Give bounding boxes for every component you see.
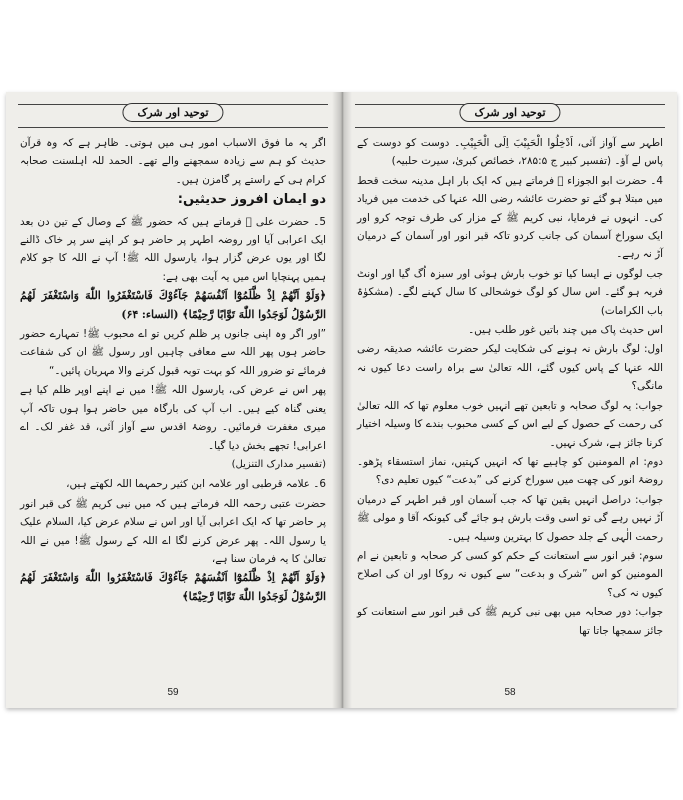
right-page bbox=[343, 92, 677, 708]
left-quranic-verse: ﴿وَلَوْ اَنَّهُمْ اِذْ ظَّلَمُوْٓا اَنْفُسَهُمْ جَآءُوْكَ فَاسْتَغْفَرُوا اللّٰهَ وَاسْتَغْفَرَ لَهُمُ الرَّسُوْلُ لَوَجَدُوا اللّٰهَ تَوَّابًا رَّحِيْمًا﴾ bbox=[20, 571, 326, 603]
right-paragraph: جواب: دراصل انہیں یقین تھا کہ جب آسمان اور قبر اطہر کے درمیان آڑ نہیں رہے گی تو اسی وقت بارش ہو جائے گی کیونکہ آقا و مولی ﷺ رحمت الٰہی کے جلد حصول کا بہترین وسیلہ ہیں۔ bbox=[357, 493, 663, 543]
right-paragraph: جب لوگوں نے ایسا کیا تو خوب بارش ہوئی اور سبزہ اُگ گیا اور اونٹ فربہ ہو گئے۔ اس سال کو لوگ خوشحالی کا سال کہنے لگے۔ (مشکوٰۃ باب الکرامات) bbox=[357, 267, 663, 317]
left-paragraph: پھر اس نے عرض کی، یارسول اللہ ﷺ! میں نے اپنے اوپر ظلم کیا ہے یعنی گناہ کیے ہیں۔ اب آپ کی بارگاہ میں حاضر ہوا ہوں تاکہ آپ میری مغفرت فرمائیں۔ روضۂ اقدس سے آواز آئی، قد غفر لک۔ اے اعرابی! تجھے بخش دیا گیا۔ bbox=[20, 384, 326, 452]
right-paragraph: دوم: ام المومنین کو چاہیے تھا کہ انہیں کہتیں، نماز استسقاء پڑھو۔ روضۂ انور کی چھت میں سوراخ کرنے کی ”بدعت“ کیوں تعلیم دی؟ bbox=[357, 455, 663, 487]
right-running-title: توحید اور شرک bbox=[459, 103, 560, 122]
open-book bbox=[6, 92, 677, 708]
left-page-header bbox=[18, 104, 328, 128]
right-paragraph: سوم: قبر انور سے استعانت کے حکم کو کسی کر صحابہ و تابعین نے ام المومنین کو اس ”شرک و بدعت“ سے کیوں نہ روکا اور ان کی اصلاح کیوں نہ کی؟ bbox=[357, 549, 663, 599]
book-spine-gutter bbox=[332, 92, 352, 708]
left-paragraph: حضرت عتبی رحمہ اللہ فرماتے ہیں کہ میں نبی کریم ﷺ کی قبر انور پر حاضر تھا کہ ایک اعرابی آیا اور اس نے سلام عرض کیا، السلام علیک یا رسول اللہ۔ پھر عرض کرنے لگا اے اللہ کے رسول ﷺ! میں نے اللہ تعالیٰ کا یہ فرمان سنا ہے، bbox=[20, 497, 326, 565]
right-page-number: 58 bbox=[504, 687, 516, 698]
left-quranic-verse: ﴿وَلَوْ اَنَّهُمْ اِذْ ظَّلَمُوْٓا اَنْفُسَهُمْ جَآءُوْكَ فَاسْتَغْفَرُوا اللّٰهَ وَاسْتَغْفَرَ لَهُمُ الرَّسُوْلُ لَوَجَدُوا اللّٰهَ تَوَّابًا رَّحِيْمًا﴾ (النساء: ۶۴) bbox=[20, 289, 326, 321]
right-paragraph: اول: لوگ بارش نہ ہونے کی شکایت لیکر حضرت عائشہ صدیقہ رضی اللہ عنہا کے پاس کیوں گئے، اللہ تعالیٰ سے براہ راست دعا کیوں نہ مانگی؟ bbox=[357, 343, 663, 393]
left-section-heading: دو ایمان افروز حدیثیں: bbox=[177, 192, 326, 208]
right-paragraph: 4۔ حضرت ابو الجوزاء ﷜ فرماتے ہیں کہ ایک بار اہل مدینہ سخت قحط میں مبتلا ہو گئے تو حضرت عائشہ رضی اللہ عنہا کی خدمت میں فریاد کی۔ انہوں نے فرمایا، نبی کریم ﷺ کے مزار کی طرف توجہ کرو اور ایک سوراخ آسمان کی جانب کردو تاکہ قبر انور اور آسمان کے درمیان آڑ نہ رہے۔ bbox=[357, 174, 663, 261]
left-reference: (تفسیر مدارک التنزیل) bbox=[231, 458, 326, 470]
right-paragraph: جواب: یہ لوگ صحابہ و تابعین تھے انہیں خوب معلوم تھا کہ اللہ تعالیٰ کی رحمت کے حصول کے لیے اس کے کسی محبوب بندے کا وسیلہ اختیار کرنا جائز ہے، شرک نہیں۔ bbox=[357, 399, 663, 449]
right-paragraph: اطہر سے آواز آئی، اَدْخِلُوا الْحَبِيْبَ اِلَى الْحَبِيْبِ۔ دوست کو دوست کے پاس لے آؤ۔ (تفسیر کبیر ج ۲۸۵:۵، خصائص کبریٰ، سیرت حلبیہ) bbox=[357, 137, 663, 168]
left-paragraph: 5۔ حضرت علی ﷜ فرماتے ہیں کہ حضور ﷺ کے وصال کے تین دن بعد ایک اعرابی آیا اور روضہ اطہر پر حاضر ہو کر اپنے سر پر خاک ڈالنے لگا اور یوں عرض گزار ہوا، یارسول اللہ ﷺ! آپ نے اللہ کا جو کلام ہمیں پہنچایا اس میں یہ آیت بھی ہے: bbox=[20, 215, 326, 283]
left-paragraph: ”اور اگر وہ اپنی جانوں پر ظلم کریں تو اے محبوب ﷺ! تمہارے حضور حاضر ہوں پھر اللہ سے معافی چاہیں اور رسول ﷺ ان کی شفاعت فرمائے تو ضرور اللہ کو بہت توبہ قبول کرنے والا مہربان پائیں۔“ bbox=[20, 328, 326, 377]
left-page-text bbox=[20, 134, 326, 607]
right-paragraph: اس حدیث پاک میں چند باتیں غور طلب ہیں۔ bbox=[468, 324, 663, 337]
left-running-title: توحید اور شرک bbox=[122, 103, 223, 122]
right-paragraph: جواب: دور صحابہ میں بھی نبی کریم ﷺ کی قبر انور سے استعانت کو جائز سمجھا جاتا تھا bbox=[357, 606, 663, 637]
right-page-text bbox=[357, 134, 663, 641]
left-paragraph: 6۔ علامہ قرطبی اور علامہ ابن کثیر رحمہما اللہ لکھتے ہیں، bbox=[66, 478, 326, 491]
left-page-number: 59 bbox=[167, 687, 179, 698]
left-paragraph: اگر یہ ما فوق الاسباب امور ہی میں ہوتی۔ ظاہر ہے کہ وہ قرآن حدیث کو ہم سے زیادہ سمجھنے والے تھے۔ الحمد للہ اہلسنت صحابہ کرام ہی کے راستے پر گامزن ہیں۔ bbox=[20, 137, 326, 186]
right-page-header bbox=[355, 104, 665, 128]
left-page bbox=[6, 92, 340, 708]
